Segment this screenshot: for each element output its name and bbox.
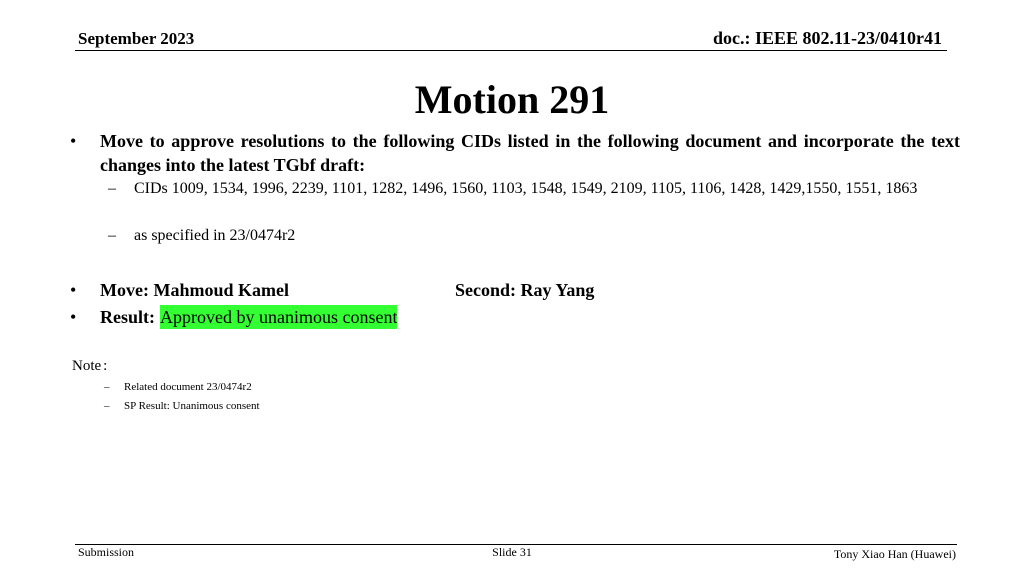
note-colon: :: [103, 358, 108, 374]
sub-item-cids: [108, 178, 960, 200]
footer-slide-number: Slide 31: [492, 545, 532, 559]
slide-title: Motion 291: [414, 77, 610, 122]
note-label: Note: [72, 358, 102, 374]
result-value: Approved by unanimous consent: [160, 307, 398, 327]
header-divider: [75, 50, 947, 51]
dash-marker: –: [108, 180, 116, 197]
note-sp-result: SP Result: Unanimous consent: [124, 400, 260, 412]
motion-text: Move to approve resolutions to the following CIDs listed in the following document and incorporate the text changes into the latest TGbf draft:: [100, 131, 960, 175]
bullet-marker: •: [70, 131, 77, 151]
bullet-marker: •: [70, 307, 77, 327]
note-item: [104, 400, 260, 412]
note-related-doc: Related document 23/0474r2: [124, 381, 252, 393]
dash-marker: –: [104, 381, 110, 393]
result-label: Result:: [100, 307, 155, 327]
move-label: Move: Mahmoud Kamel: [100, 280, 289, 300]
cid-list: CIDs 1009, 1534, 1996, 2239, 1101, 1282, 1496, 1560, 1103, 1548, 1549, 2109, 1105, 1106, 1428, 1429,1550, 1551, 1863: [134, 180, 918, 197]
bullet-marker: •: [70, 280, 77, 300]
header-date: September 2023: [78, 29, 195, 48]
dash-marker: –: [104, 400, 110, 412]
spec-reference: as specified in 23/0474r2: [134, 227, 296, 244]
footer-submission: Submission: [78, 545, 135, 559]
result-bullet: [70, 305, 960, 329]
move-bullet: [70, 278, 960, 302]
footer-author: Tony Xiao Han (Huawei): [833, 547, 956, 561]
motion-bullet: [70, 129, 960, 177]
dash-marker: –: [108, 227, 116, 244]
second-label: Second: Ray Yang: [455, 280, 595, 300]
sub-item-spec: [108, 225, 960, 247]
header-doc-id: doc.: IEEE 802.11-23/0410r41: [712, 28, 942, 48]
note-item: [104, 381, 252, 393]
note-heading: [72, 358, 107, 375]
